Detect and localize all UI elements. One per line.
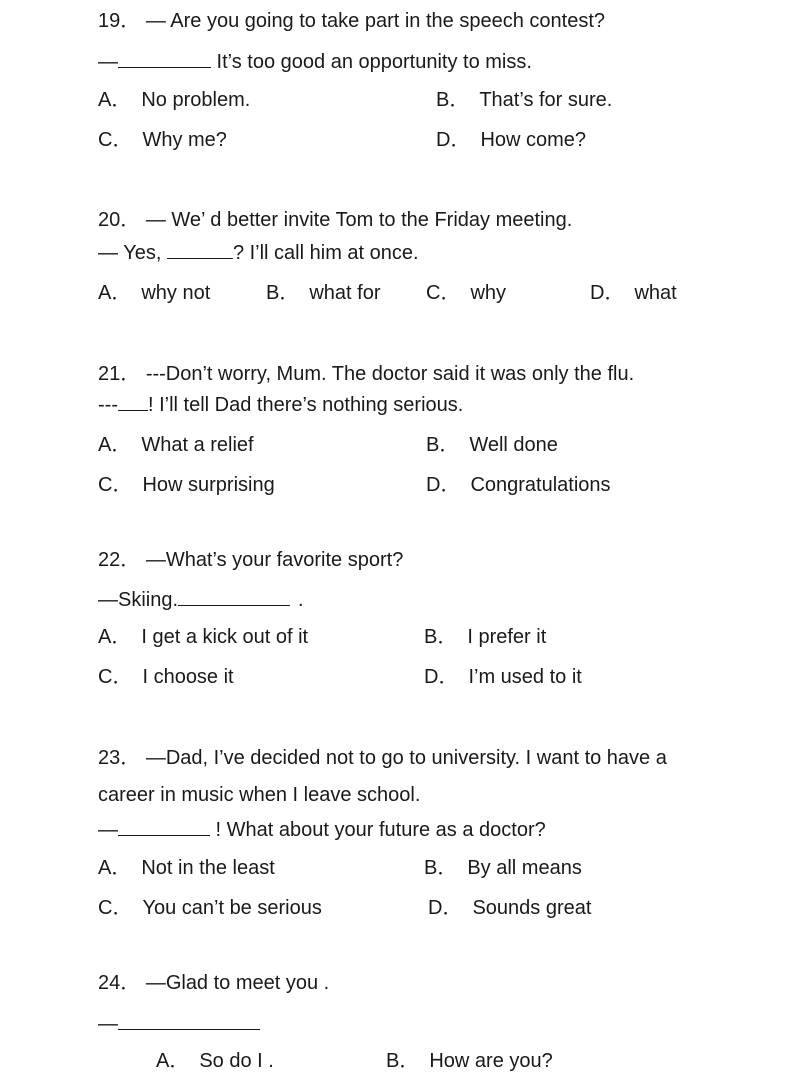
question-text: —What’s your favorite sport?	[145, 549, 404, 571]
question-text: — We’ d better invite Tom to the Friday meeting.	[145, 209, 573, 231]
question-number: 24．	[98, 972, 141, 994]
option-a: A． why not	[98, 282, 211, 304]
question-text: — Are you going to take part in the speech contest?	[145, 10, 605, 32]
option-c: C． How surprising	[98, 474, 275, 496]
question-21-stem	[98, 364, 634, 384]
option-b: B． I prefer it	[424, 626, 547, 648]
option-c: C． Why me?	[98, 129, 227, 151]
option-a: A． Not in the least	[98, 857, 275, 879]
option-a: A． No problem.	[98, 89, 251, 111]
question-text: ---Don’t worry, Mum. The doctor said it was only the flu.	[145, 363, 635, 385]
answer-blank	[118, 394, 148, 411]
option-a: A． I get a kick out of it	[98, 626, 309, 648]
question-24-reply: —	[98, 1013, 260, 1034]
question-23-reply: — ! What about your future as a doctor?	[98, 819, 546, 841]
question-20-stem	[98, 210, 572, 230]
question-text: —Glad to meet you .	[145, 972, 330, 994]
question-number: 22．	[98, 549, 141, 571]
option-d: D． what	[590, 282, 677, 304]
answer-blank	[118, 51, 211, 68]
option-d: D． I’m used to it	[424, 666, 582, 688]
question-19-reply: — It’s too good an opportunity to miss.	[98, 51, 532, 73]
question-22-reply: —Skiing. .	[98, 589, 304, 611]
question-number: 21．	[98, 363, 141, 385]
option-c: C． You can’t be serious	[98, 897, 322, 919]
option-a: A． So do I .	[156, 1050, 274, 1072]
question-20-reply: — Yes, ? I’ll call him at once.	[98, 242, 419, 264]
option-b: B． Well done	[426, 434, 558, 456]
option-b: B． That’s for sure.	[436, 89, 613, 111]
option-b: B． By all means	[424, 857, 582, 879]
option-b: B． what for	[266, 282, 381, 304]
option-c: C． I choose it	[98, 666, 234, 688]
question-23-stem	[98, 748, 667, 768]
question-21-reply: --- ! I’ll tell Dad there’s nothing serious.	[98, 394, 464, 416]
question-24-stem	[98, 973, 329, 993]
answer-blank	[167, 242, 233, 259]
option-d: D． How come?	[436, 129, 587, 151]
question-number: 20．	[98, 209, 141, 231]
answer-blank	[118, 819, 210, 836]
answer-blank	[178, 589, 290, 606]
option-b: B． How are you?	[386, 1050, 553, 1072]
question-number: 23．	[98, 747, 141, 769]
option-d: D． Sounds great	[428, 897, 592, 919]
question-23-stem-line2: career in music when I leave school.	[98, 784, 421, 806]
option-a: A． What a relief	[98, 434, 254, 456]
question-22-stem	[98, 550, 403, 570]
option-c: C． why	[426, 282, 507, 304]
question-number: 19．	[98, 10, 141, 32]
question-text: —Dad, I’ve decided not to go to university. I want to have a	[145, 747, 667, 769]
option-d: D． Congratulations	[426, 474, 611, 496]
answer-blank	[118, 1013, 260, 1030]
question-19-stem	[98, 11, 605, 31]
